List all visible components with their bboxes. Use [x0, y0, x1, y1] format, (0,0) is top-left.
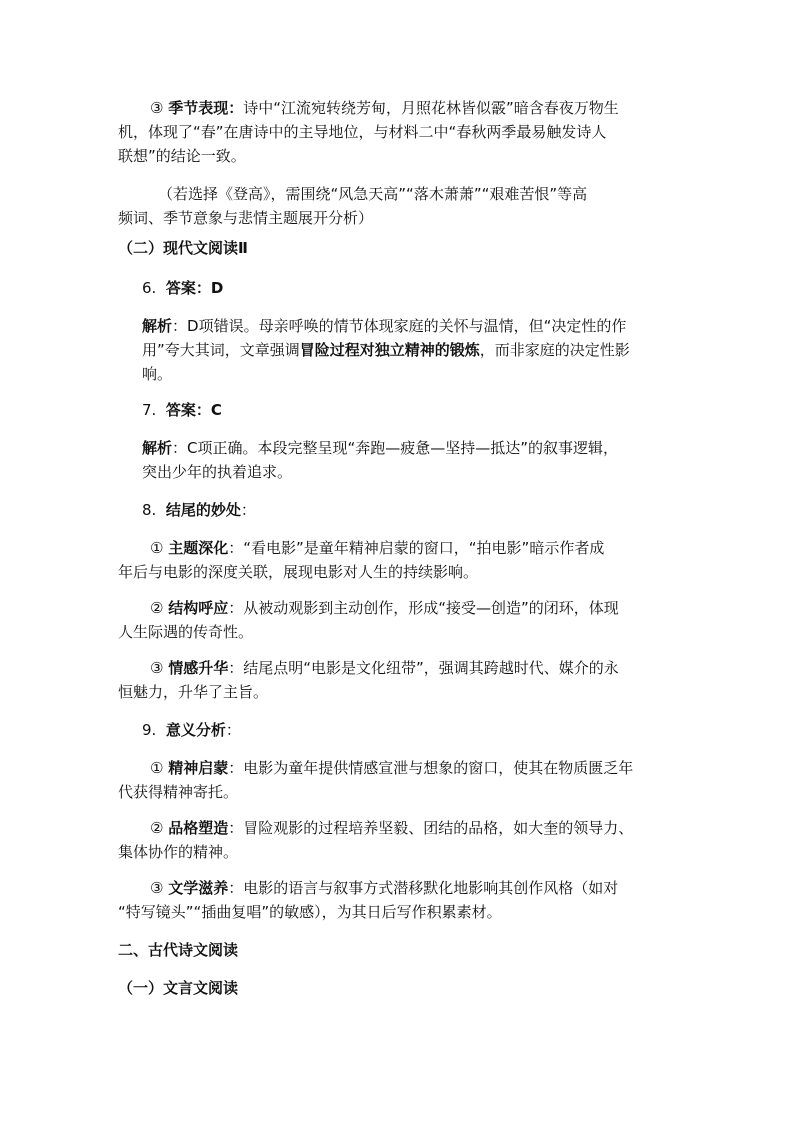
colon: ： [240, 501, 256, 519]
section-heading-ancient: 二、古代诗文阅读 [118, 941, 239, 959]
q6-analysis-line3: 响。 [142, 365, 173, 383]
q8-point3-line2: 恒魅力，升华了主旨。 [118, 683, 269, 701]
q9-point1-line2: 代获得精神寄托。 [118, 783, 239, 801]
question-number: 6. [142, 279, 157, 297]
question-title: 结尾的妙处 [165, 501, 241, 519]
item-text: ：从被动观影到主动创作，形成“接受—创造”的闭环，体现 [228, 599, 619, 617]
item-text: 诗中“江流宛转绕芳甸，月照花林皆似霰”暗含春夜万物生 [243, 99, 619, 117]
q9-point3-line2: “特写镜头”“插曲复唱”的敏感），为其日后写作积累素材。 [118, 903, 502, 921]
item-marker: ③ [150, 99, 169, 117]
q9-point2-line2: 集体协作的精神。 [118, 843, 239, 861]
item-label: 品格塑造 [168, 819, 229, 837]
q8-title [142, 498, 256, 522]
q8-point1-line1 [150, 536, 604, 560]
section-heading-classical-chinese: （一）文言文阅读 [118, 979, 239, 997]
answer: 答案：D [165, 279, 224, 297]
q9-point3-line1 [150, 876, 618, 900]
q9-point2-line1 [150, 816, 633, 840]
q7-answer [142, 398, 222, 422]
colon: ： [172, 439, 188, 457]
q8-point1-line2: 年后与电影的深度关联，展现电影对人生的持续影响。 [118, 563, 479, 581]
q8-point2-line1 [150, 596, 619, 620]
item-marker: ② [150, 819, 169, 837]
item-label: 季节表现 [168, 99, 229, 117]
item-label: 精神启蒙 [168, 759, 229, 777]
item-label: 主题深化 [168, 539, 229, 557]
item-text: ：电影的语言与叙事方式潜移默化地影响其创作风格（如对 [228, 879, 619, 897]
note-line1: （若选择《登高》，需围绕“风急天高”“落木萧萧”“艰难苦恨”等高 [158, 185, 588, 203]
analysis-text: 用”夸大其词，文章强调 [142, 341, 300, 359]
item-text: ：电影为童年提供情感宣泄与想象的窗口，使其在物质匮乏年 [228, 759, 634, 777]
q8-point3-line1 [150, 656, 619, 680]
question-number: 8. [142, 501, 157, 519]
analysis-text: C项正确。本段完整呈现“奔跑—疲惫—坚持—抵达”的叙事逻辑， [187, 439, 619, 457]
colon: ： [172, 317, 188, 335]
item-label: 文学滋养 [168, 879, 229, 897]
q8-point2-line2: 人生际遇的传奇性。 [118, 623, 254, 641]
item-marker: ③ [150, 879, 169, 897]
analysis-label: 解析 [142, 439, 173, 457]
question-number: 9. [142, 721, 157, 739]
q9-point1-line1 [150, 756, 633, 780]
analysis-text: D项错误。母亲呼唤的情节体现家庭的关怀与温情，但“决定性的作 [187, 317, 627, 335]
q6-analysis-line1 [142, 314, 626, 338]
item-label: 情感升华 [168, 659, 229, 677]
colon: ： [225, 721, 241, 739]
item-text: ：冒险观影的过程培养坚毅、团结的品格，如大奎的领导力、 [228, 819, 634, 837]
question-number: 7. [142, 401, 157, 419]
question-title: 意义分析 [165, 721, 226, 739]
answer: 答案：C [165, 401, 222, 419]
note-line2: 频词、季节意象与悲情主题展开分析） [118, 209, 374, 227]
item-marker: ① [150, 759, 169, 777]
item-text: ：结尾点明“电影是文化纽带”，强调其跨越时代、媒介的永 [228, 659, 619, 677]
item3-line2: 机，体现了“春”在唐诗中的主导地位，与材料二中“春秋两季最易触发诗人 [118, 123, 607, 141]
item-marker: ① [150, 539, 169, 557]
q7-analysis-line2: 突出少年的执着追求。 [142, 463, 293, 481]
item3-line1 [150, 96, 619, 120]
item-label: 结构呼应 [168, 599, 229, 617]
item-marker: ② [150, 599, 169, 617]
section-heading-modern2: （二）现代文阅读Ⅱ [118, 239, 248, 257]
q6-analysis-line2 [142, 338, 630, 362]
q9-title [142, 718, 241, 742]
analysis-emphasis: 冒险过程对独立精神的锻炼 [299, 341, 480, 359]
item-marker: ③ [150, 659, 169, 677]
item-text: ：“看电影”是童年精神启蒙的窗口，“拍电影”暗示作者成 [228, 539, 605, 557]
colon: ： [228, 99, 244, 117]
q7-analysis-line1 [142, 436, 618, 460]
analysis-label: 解析 [142, 317, 173, 335]
analysis-text: ，而非家庭的决定性影 [479, 341, 630, 359]
q6-answer [142, 276, 223, 300]
item3-line3: 联想”的结论一致。 [118, 147, 246, 165]
